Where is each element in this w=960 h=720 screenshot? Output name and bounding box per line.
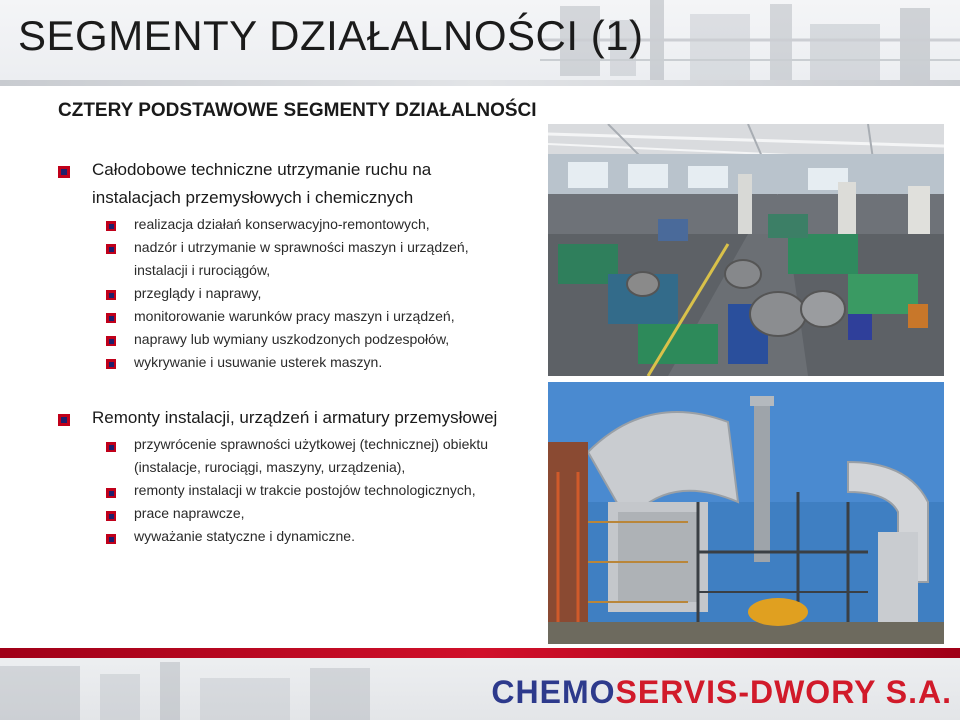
header-divider <box>0 80 960 86</box>
segment1-title-line2: instalacjach przemysłowych i chemicznych <box>92 188 414 207</box>
bullet-square-icon <box>106 221 116 231</box>
bullet-square-icon <box>106 336 116 346</box>
company-name-part2: SERVIS-DWORY S.A. <box>615 674 952 710</box>
bullet-square-icon <box>106 442 116 452</box>
bullet-square-icon <box>106 290 116 300</box>
workshop-photo <box>548 124 944 376</box>
segment1-item: naprawy lub wymiany uszkodzonych podzespołów, <box>134 331 450 347</box>
company-name-part1: CHEMO <box>491 674 616 710</box>
company-logo <box>491 674 952 711</box>
bullet-square-icon <box>58 166 70 178</box>
section-subtitle: CZTERY PODSTAWOWE SEGMENTY DZIAŁALNOŚCI <box>58 100 537 121</box>
footer-red-stripe <box>0 648 960 658</box>
segment2-item: prace naprawcze, <box>134 505 245 521</box>
installation-photo <box>548 382 944 644</box>
segment1-item: realizacja działań konserwacyjno-remontowych, <box>134 216 430 232</box>
segment2-item: remonty instalacji w trakcie postojów technologicznych, <box>134 482 476 498</box>
page-title: SEGMENTY DZIAŁALNOŚCI (1) <box>18 12 644 59</box>
segment1-item: instalacji i rurociągów, <box>134 262 271 278</box>
bullet-square-icon <box>106 244 116 254</box>
bullet-square-icon <box>58 414 70 426</box>
bullet-square-icon <box>106 488 116 498</box>
bullet-square-icon <box>106 313 116 323</box>
segment2-item: (instalacje, rurociągi, maszyny, urządzenia), <box>134 459 406 475</box>
segment2-item: wyważanie statyczne i dynamiczne. <box>134 528 355 544</box>
header-band <box>0 0 960 80</box>
segment1-item: wykrywanie i usuwanie usterek maszyn. <box>134 354 383 370</box>
segment2-title: Remonty instalacji, urządzeń i armatury przemysłowej <box>92 408 498 427</box>
segment1-item: przeglądy i naprawy, <box>134 285 262 301</box>
bullet-square-icon <box>106 359 116 369</box>
segment1-item: monitorowanie warunków pracy maszyn i urządzeń, <box>134 308 455 324</box>
bullet-square-icon <box>106 534 116 544</box>
segment1-item: nadzór i utrzymanie w sprawności maszyn i urządzeń, <box>134 239 469 255</box>
segment1-title-line1: Całodobowe techniczne utrzymanie ruchu na <box>92 160 432 179</box>
bullet-square-icon <box>106 511 116 521</box>
segment2-item: przywrócenie sprawności użytkowej (technicznej) obiektu <box>134 436 489 452</box>
